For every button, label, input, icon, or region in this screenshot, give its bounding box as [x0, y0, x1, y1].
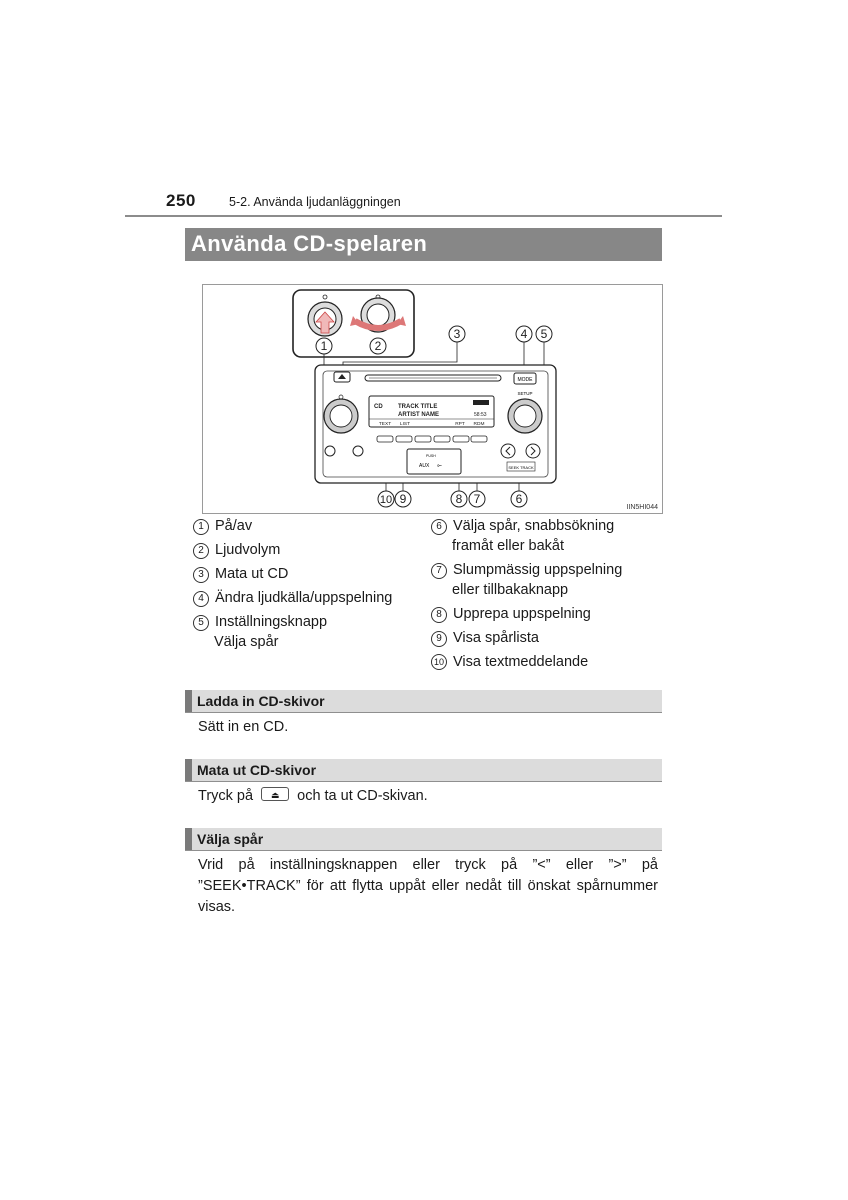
legend-item-5-line2: Välja spår: [214, 634, 279, 650]
callout-5: 5: [540, 327, 548, 341]
legend-num: 5: [193, 615, 209, 631]
subsection-accent: [185, 828, 192, 850]
legend-text: Ljudvolym: [215, 542, 281, 558]
softkey-rdm: RDM: [473, 422, 485, 427]
legend-num: 9: [431, 631, 447, 647]
select-paragraph: Vrid på inställningsknappen eller tryck på ”<” eller ”>” på ”SEEK•TRACK” för att flytta uppåt eller nedåt till önskat spårnummer visas.: [198, 857, 658, 915]
legend-item-8: [431, 604, 591, 624]
legend-item-7-line2: eller tillbakaknapp: [452, 582, 569, 598]
callout-2: 2: [374, 339, 382, 353]
seek-track-label: SEEK TRACK: [508, 465, 534, 470]
callout-1: 1: [320, 339, 328, 353]
page-title: Använda CD-spelaren: [191, 231, 428, 256]
legend-text: Upprepa uppspelning: [453, 606, 591, 622]
legend-num: 2: [193, 543, 209, 559]
subsection-title-load: Ladda in CD-skivor: [197, 693, 325, 709]
display-artist-name: ARTIST NAME: [398, 412, 439, 418]
legend-num: 4: [193, 591, 209, 607]
legend-text: Inställningsknapp: [215, 614, 328, 630]
header-rule: [125, 215, 722, 217]
softkey-rpt: RPT: [455, 422, 465, 427]
legend-item-4: [193, 588, 392, 608]
callout-3: 3: [453, 327, 461, 341]
legend-num: 8: [431, 607, 447, 623]
subsection-accent: [185, 759, 192, 781]
legend-item-2: [193, 540, 280, 560]
legend-num: 10: [431, 654, 447, 670]
legend-num: 3: [193, 567, 209, 583]
eject-icon: [261, 787, 289, 801]
legend-item-10: [431, 652, 588, 672]
legend-text: Visa spårlista: [453, 630, 539, 646]
cd-player-illustration: [203, 285, 664, 515]
push-label: PUSH: [426, 454, 436, 458]
legend-item-7: [431, 560, 622, 580]
eject-text: [198, 786, 428, 807]
cd-player-figure: [202, 284, 663, 514]
callout-7: 7: [473, 492, 481, 506]
display-cd: CD: [374, 404, 383, 410]
legend-item-9: [431, 628, 539, 648]
load-text: Sätt in en CD.: [198, 719, 289, 735]
callout-4: 4: [520, 327, 528, 341]
eject-text-before: Tryck på: [198, 788, 254, 804]
callout-8: 8: [455, 492, 463, 506]
display-track-title: TRACK TITLE: [398, 404, 438, 410]
callout-6: 6: [515, 492, 523, 506]
display-time: 58:53: [474, 412, 487, 418]
callout-10: 10: [379, 494, 393, 506]
aux-label: AUX: [419, 463, 430, 469]
softkey-list: LIST: [399, 422, 411, 427]
section-label: 5-2. Använda ljudanläggningen: [229, 195, 401, 209]
subsection-accent: [185, 690, 192, 712]
legend-num: 1: [193, 519, 209, 535]
legend-item-6: [431, 516, 614, 536]
setup-label: SETUP: [517, 391, 533, 396]
legend-item-3: [193, 564, 288, 584]
softkey-text: TEXT: [378, 422, 392, 427]
page-number: 250: [166, 191, 196, 210]
subsection-title-select: Välja spår: [197, 831, 264, 847]
legend-text: På/av: [215, 518, 253, 534]
usb-icon: ⟜: [437, 462, 442, 469]
legend-num: 7: [431, 563, 447, 579]
subsection-title-eject: Mata ut CD-skivor: [197, 762, 317, 778]
legend-num: 6: [431, 519, 447, 535]
legend-item-6-line2: framåt eller bakåt: [452, 538, 565, 554]
legend-text: Ändra ljudkälla/uppspelning: [215, 590, 393, 606]
legend-item-5: [193, 612, 327, 632]
mode-label: MODE: [517, 377, 533, 383]
legend-item-1: [193, 516, 252, 536]
legend-text: Slumpmässig uppspelning: [453, 562, 623, 578]
head-unit: [315, 365, 556, 483]
figure-code: IIN5HI044: [626, 504, 658, 511]
legend-text: Välja spår, snabbsökning: [453, 518, 615, 534]
eject-text-after: och ta ut CD-skivan.: [297, 788, 428, 804]
legend-text: Visa textmeddelande: [453, 654, 589, 670]
legend-text: Mata ut CD: [215, 566, 289, 582]
callout-9: 9: [399, 492, 407, 506]
